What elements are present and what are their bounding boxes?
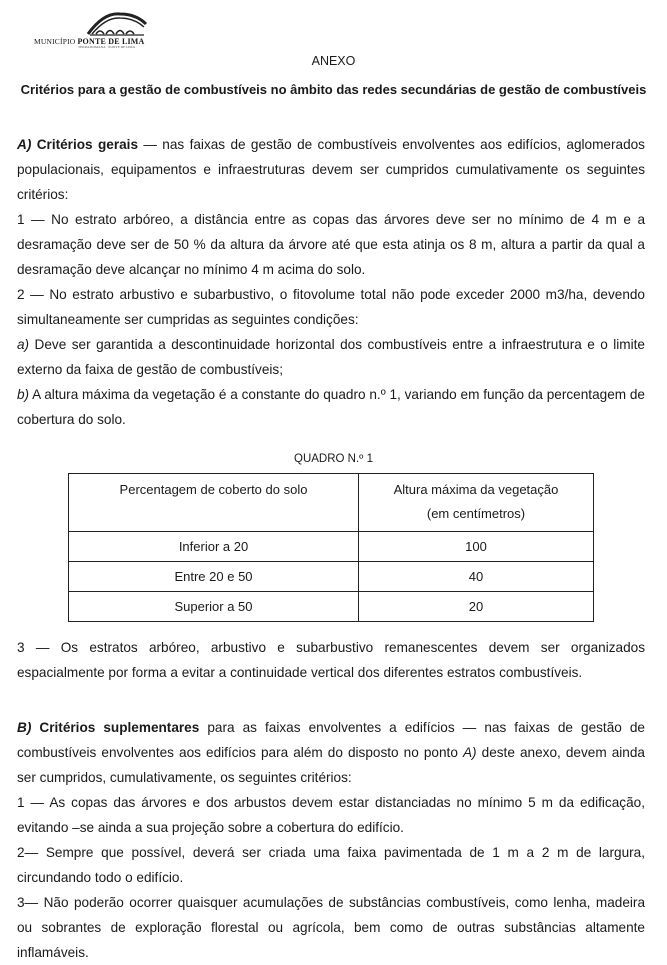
cell-cover: Inferior a 20 xyxy=(69,532,359,562)
col-header-cover: Percentagem de coberto do solo xyxy=(69,474,359,532)
section-a-item-1: 1 — No estrato arbóreo, a distância entre as copas das árvores deve ser no mínimo de 4 m e a desramação deve ser de 50 % da altura da árvore até que esta atinja os 8 m, altura a partir da qual a desramação deve alcançar no mínimo 4 m acima do solo. xyxy=(17,212,645,277)
section-a-intro xyxy=(17,132,645,207)
section-a-item-3: 3 — Os estratos arbóreo, arbustivo e subarbustivo remanescentes devem ser organizados espacialmente por forma a evitar a continuidade vertical dos diferentes estratos combustíveis. xyxy=(17,640,645,680)
section-b-item-1: 1 — As copas das árvores e dos arbustos devem estar distanciadas no mínimo 5 m da edificação, evitando –se ainda a sua projeção sobre a cobertura do edifício. xyxy=(17,795,645,835)
table-row xyxy=(69,532,594,562)
bridge-emblem-icon xyxy=(86,8,148,38)
section-a-item-2b xyxy=(17,382,645,432)
item-2b-label: b) xyxy=(17,387,30,402)
section-b-intro-text-2: deste anexo, devem ainda ser cumpridos, cumulativamente, os seguintes critérios: xyxy=(17,745,645,785)
cell-height: 20 xyxy=(359,592,594,622)
annex-title: ANEXO xyxy=(311,54,356,68)
col-header-height xyxy=(359,474,594,532)
cell-height: 100 xyxy=(359,532,594,562)
section-a-intro-text: — nas faixas de gestão de combustíveis envolventes aos edifícios, aglomerados populacionais, equipamentos e infraestruturas devem ser cumpridos cumulativamente os seguintes critérios: xyxy=(17,137,645,202)
cell-height: 40 xyxy=(359,562,594,592)
section-a-heading: Critérios gerais xyxy=(31,137,139,152)
section-b-intro xyxy=(17,715,645,790)
item-2b-text: A altura máxima da vegetação é a constante do quadro n.º 1, variando em função da percentagem de cobertura do solo. xyxy=(17,387,645,427)
section-a xyxy=(17,132,645,432)
table-caption: QUADRO N.º 1 xyxy=(294,453,373,465)
section-a-item-3-block xyxy=(17,635,645,685)
section-b-item-2: 2— Sempre que possível, deverá ser criada uma faixa pavimentada de 1 m a 2 m de largura, circundando todo o edifício. xyxy=(17,845,645,885)
section-b-heading: Critérios suplementares xyxy=(31,720,200,735)
section-b-item-3: 3— Não poderão ocorrer quaisquer acumulações de substâncias combustíveis, como lenha, madeira ou sobrantes de exploração florestal ou agrícola, bem como de outras substâncias altamente inflamáveis. xyxy=(17,895,645,960)
section-b-intro-ref: A) xyxy=(462,745,477,760)
section-b xyxy=(17,715,645,965)
logo-name: PONTE DE LIMA xyxy=(77,37,145,46)
section-b-intro-text-1: para as faixas envolventes a edifícios — nas faixas de gestão de combustíveis envolventes aos edifícios para além do disposto no ponto xyxy=(17,720,645,760)
col-header-height-line2: (em centímetros) xyxy=(426,506,526,521)
cell-cover: Superior a 50 xyxy=(69,592,359,622)
item-2a-label: a) xyxy=(17,337,30,352)
vegetation-height-table xyxy=(68,473,594,622)
section-b-label: B) xyxy=(17,720,32,735)
municipality-logo xyxy=(34,8,154,48)
table-header-row xyxy=(69,474,594,532)
section-a-item-2a xyxy=(17,332,645,382)
table-row xyxy=(69,592,594,622)
cell-cover: Entre 20 e 50 xyxy=(69,562,359,592)
item-2a-text: Deve ser garantida a descontinuidade horizontal dos combustíveis entre a infraestrutura e o limite externo da faixa de gestão de combustíveis; xyxy=(17,337,645,377)
document-title: Critérios para a gestão de combustíveis no âmbito das redes secundárias de gestão de combustíveis xyxy=(20,82,647,97)
table-row xyxy=(69,562,594,592)
logo-prefix: MUNICÍPIO xyxy=(34,37,76,46)
col-header-height-line1: Altura máxima da vegetação xyxy=(393,482,559,497)
logo-subtitle: TERRA ROMANA · PONTE DE LIMA xyxy=(78,45,136,49)
section-a-label: A) xyxy=(17,137,32,152)
section-a-item-2: 2 — No estrato arbustivo e subarbustivo, o fitovolume total não pode exceder 2000 m3/ha, devendo simultaneamente ser cumpridas as seguintes condições: xyxy=(17,287,645,327)
